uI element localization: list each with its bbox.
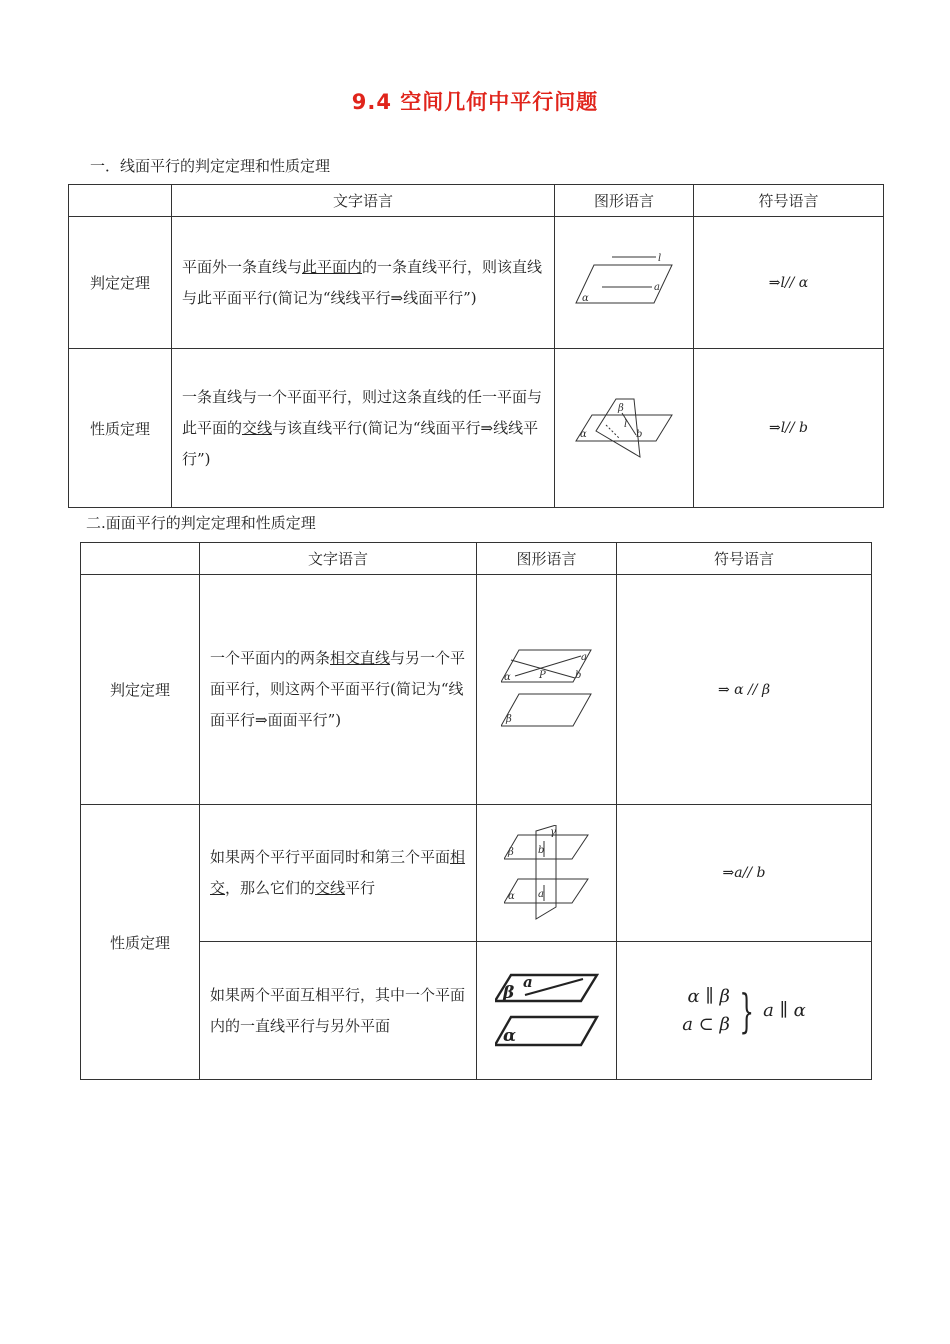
svg-text:γ: γ (549, 827, 556, 838)
brace-icon: } (739, 983, 754, 1038)
symbol-block (617, 942, 872, 1080)
symbol-text: ⇒ α // β (617, 575, 872, 805)
row-label: 性质定理 (69, 349, 172, 508)
svg-text:α: α (502, 1025, 516, 1046)
theorem-text: 一个平面内的两条相交直线与另一个平面平行，则这两个平面平行(简记为“线面平行⇒面面平行”) (200, 575, 477, 805)
svg-text:a: a (522, 972, 533, 991)
symbol-text: ⇒a// b (617, 805, 872, 942)
svg-text:α: α (582, 292, 589, 304)
section1-heading: 一．线面平行的判定定理和性质定理 (90, 157, 331, 175)
theorem-text: 如果两个平面互相平行，其中一个平面内的一直线平行与另外平面 (200, 942, 477, 1080)
svg-text:l: l (624, 419, 628, 430)
header-empty (81, 543, 200, 575)
svg-text:β: β (618, 403, 624, 414)
theorem-text: 平面外一条直线与此平面内的一条直线平行，则该直线与此平面平行(简记为“线线平行⇒线面平行”) (172, 217, 555, 349)
svg-text:b: b (537, 845, 544, 856)
svg-text:b: b (636, 429, 643, 440)
section1-table (68, 184, 884, 508)
svg-text:l: l (658, 252, 662, 264)
header-figure: 图形语言 (477, 543, 617, 575)
svg-text:P: P (538, 669, 546, 681)
svg-text:a: a (580, 651, 587, 663)
figure-line-plane-parallel (555, 217, 694, 349)
row-label: 判定定理 (81, 575, 200, 805)
header-text: 文字语言 (200, 543, 477, 575)
header-empty (69, 185, 172, 217)
symbol-text: ⇒l// α (694, 217, 884, 349)
svg-text:a: a (654, 281, 660, 293)
section2-heading: 二.面面平行的判定定理和性质定理 (86, 514, 316, 532)
figure-parallel-planes-line (477, 942, 617, 1080)
figure-three-planes (477, 805, 617, 942)
header-figure: 图形语言 (555, 185, 694, 217)
theorem-text: 如果两个平行平面同时和第三个平面相交，那么它们的交线平行 (200, 805, 477, 942)
row-label: 性质定理 (81, 805, 200, 1080)
svg-text:b: b (574, 669, 581, 681)
figure-plane-plane-parallel (477, 575, 617, 805)
svg-text:β: β (502, 982, 514, 1003)
header-text: 文字语言 (172, 185, 555, 217)
svg-text:α: α (507, 891, 515, 902)
symbol-line: α ∥ β (687, 985, 730, 1007)
svg-text:β: β (505, 713, 512, 725)
header-symbol: 符号语言 (694, 185, 884, 217)
page-title: 9.4 空间几何中平行问题 (351, 90, 599, 114)
svg-text:a: a (537, 889, 544, 900)
svg-text:α: α (580, 429, 587, 440)
section2-table (80, 542, 872, 1080)
theorem-text: 一条直线与一个平面平行，则过这条直线的任一平面与此平面的交线与该直线平行(简记为“线面平行⇒线线平行”) (172, 349, 555, 508)
svg-text:α: α (503, 671, 511, 683)
header-symbol: 符号语言 (617, 543, 872, 575)
symbol-result: a ∥ α (763, 999, 806, 1021)
row-label: 判定定理 (69, 217, 172, 349)
svg-text:β: β (507, 847, 514, 858)
figure-line-plane-property (555, 349, 694, 508)
symbol-line: a ⊂ β (682, 1013, 730, 1035)
symbol-text: ⇒l// b (694, 349, 884, 508)
